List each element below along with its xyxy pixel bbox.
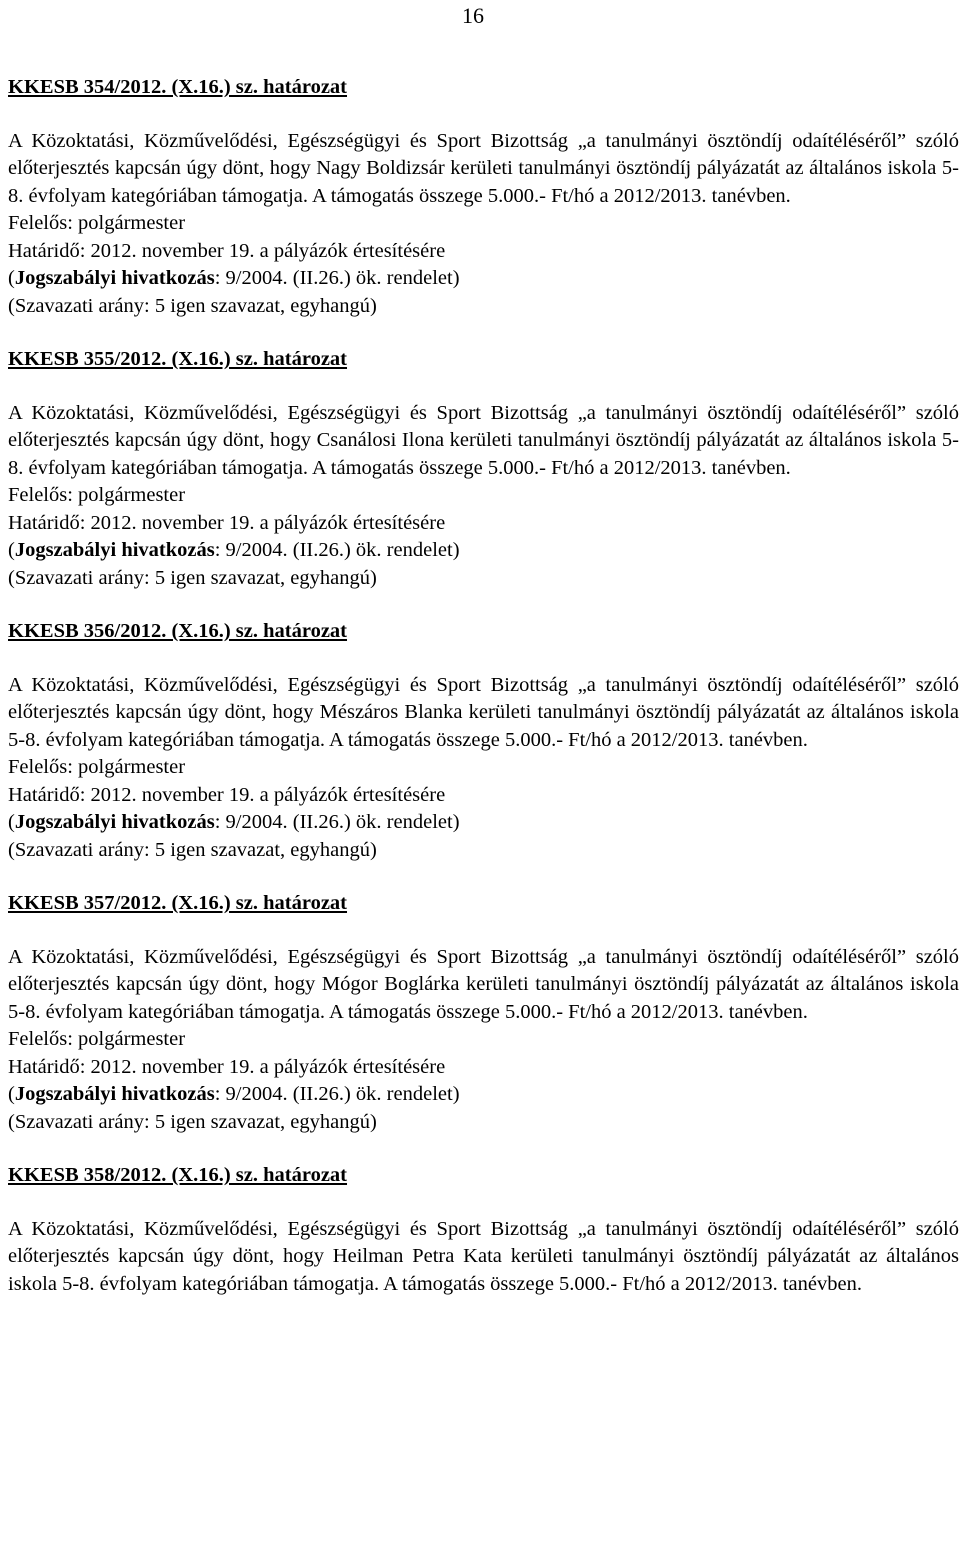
resolution-heading: KKESB 356/2012. (X.16.) sz. határozat xyxy=(8,620,348,642)
legal-label: Jogszabályi hivatkozás xyxy=(14,1083,215,1105)
legal-label: Jogszabályi hivatkozás xyxy=(14,267,215,289)
vote-line: (Szavazati arány: 5 igen szavazat, egyhangú) xyxy=(8,838,377,861)
legal-label: Jogszabályi hivatkozás xyxy=(14,539,215,561)
vote-line: (Szavazati arány: 5 igen szavazat, egyhangú) xyxy=(8,566,377,589)
resolution-355 xyxy=(8,346,959,592)
legal-open: ( xyxy=(8,1083,15,1105)
deadline-line: Határidő: 2012. november 19. a pályázók értesítésére xyxy=(8,239,446,262)
legal-reference-line xyxy=(8,809,959,837)
legal-rest: : 9/2004. (II.26.) ök. rendelet) xyxy=(214,267,460,289)
responsible-line: Felelős: polgármester xyxy=(8,212,186,234)
responsible-line: Felelős: polgármester xyxy=(8,1028,186,1050)
legal-reference-line xyxy=(8,1081,959,1109)
resolution-text: A Közoktatási, Közművelődési, Egészségügyi és Sport Bizottság „a tanulmányi ösztöndíj odaítéléséről” szóló előterjesztés kapcsán úgy dönt, hogy Csanálosi Ilona kerületi tanulmányi ösztöndíj pályázatát az általános iskola 5-8. évfolyam kategóriában támogatja. A támogatás összege 5.000.- Ft/hó a 2012/2013. tanévben. xyxy=(8,401,959,479)
responsible-line: Felelős: polgármester xyxy=(8,484,186,506)
resolution-356 xyxy=(8,618,959,864)
legal-rest: : 9/2004. (II.26.) ök. rendelet) xyxy=(214,539,460,561)
deadline-line: Határidő: 2012. november 19. a pályázók értesítésére xyxy=(8,1055,446,1078)
deadline-line: Határidő: 2012. november 19. a pályázók értesítésére xyxy=(8,511,446,534)
resolution-357 xyxy=(8,890,959,1136)
legal-open: ( xyxy=(8,539,15,561)
resolution-heading: KKESB 355/2012. (X.16.) sz. határozat xyxy=(8,348,348,370)
resolution-heading: KKESB 354/2012. (X.16.) sz. határozat xyxy=(8,76,348,98)
resolution-heading: KKESB 358/2012. (X.16.) sz. határozat xyxy=(8,1164,348,1186)
resolution-heading: KKESB 357/2012. (X.16.) sz. határozat xyxy=(8,892,348,914)
resolution-358 xyxy=(8,1162,959,1298)
resolution-text: A Közoktatási, Közművelődési, Egészségügyi és Sport Bizottság „a tanulmányi ösztöndíj odaítéléséről” szóló előterjesztés kapcsán úgy dönt, hogy Mógor Boglárka kerületi tanulmányi ösztöndíj pályázatát az általános iskola 5-8. évfolyam kategóriában támogatja. A támogatás összege 5.000.- Ft/hó a 2012/2013. tanévben. xyxy=(8,945,959,1023)
legal-label: Jogszabályi hivatkozás xyxy=(14,811,215,833)
vote-line: (Szavazati arány: 5 igen szavazat, egyhangú) xyxy=(8,294,377,317)
responsible-line: Felelős: polgármester xyxy=(8,756,186,778)
legal-rest: : 9/2004. (II.26.) ök. rendelet) xyxy=(214,811,460,833)
vote-line: (Szavazati arány: 5 igen szavazat, egyhangú) xyxy=(8,1110,377,1133)
legal-open: ( xyxy=(8,267,15,289)
deadline-line: Határidő: 2012. november 19. a pályázók értesítésére xyxy=(8,783,446,806)
legal-reference-line xyxy=(8,265,959,293)
resolution-text: A Közoktatási, Közművelődési, Egészségügyi és Sport Bizottság „a tanulmányi ösztöndíj odaítéléséről” szóló előterjesztés kapcsán úgy dönt, hogy Nagy Boldizsár kerületi tanulmányi ösztöndíj pályázatát az általános iskola 5-8. évfolyam kategóriában támogatja. A támogatás összege 5.000.- Ft/hó a 2012/2013. tanévben. xyxy=(8,129,959,207)
legal-rest: : 9/2004. (II.26.) ök. rendelet) xyxy=(214,1083,460,1105)
resolution-text: A Közoktatási, Közművelődési, Egészségügyi és Sport Bizottság „a tanulmányi ösztöndíj odaítéléséről” szóló előterjesztés kapcsán úgy dönt, hogy Heilman Petra Kata kerületi tanulmányi ösztöndíj pályázatát az általános iskola 5-8. évfolyam kategóriában támogatja. A támogatás összege 5.000.- Ft/hó a 2012/2013. tanévben. xyxy=(8,1217,959,1295)
page-number: 16 xyxy=(462,3,484,28)
resolution-text: A Közoktatási, Közművelődési, Egészségügyi és Sport Bizottság „a tanulmányi ösztöndíj odaítéléséről” szóló előterjesztés kapcsán úgy dönt, hogy Mészáros Blanka kerületi tanulmányi ösztöndíj pályázatát az általános iskola 5-8. évfolyam kategóriában támogatja. A támogatás összege 5.000.- Ft/hó a 2012/2013. tanévben. xyxy=(8,673,959,751)
resolution-354 xyxy=(8,74,959,320)
legal-open: ( xyxy=(8,811,15,833)
document-body xyxy=(8,74,959,1324)
legal-reference-line xyxy=(8,537,959,565)
